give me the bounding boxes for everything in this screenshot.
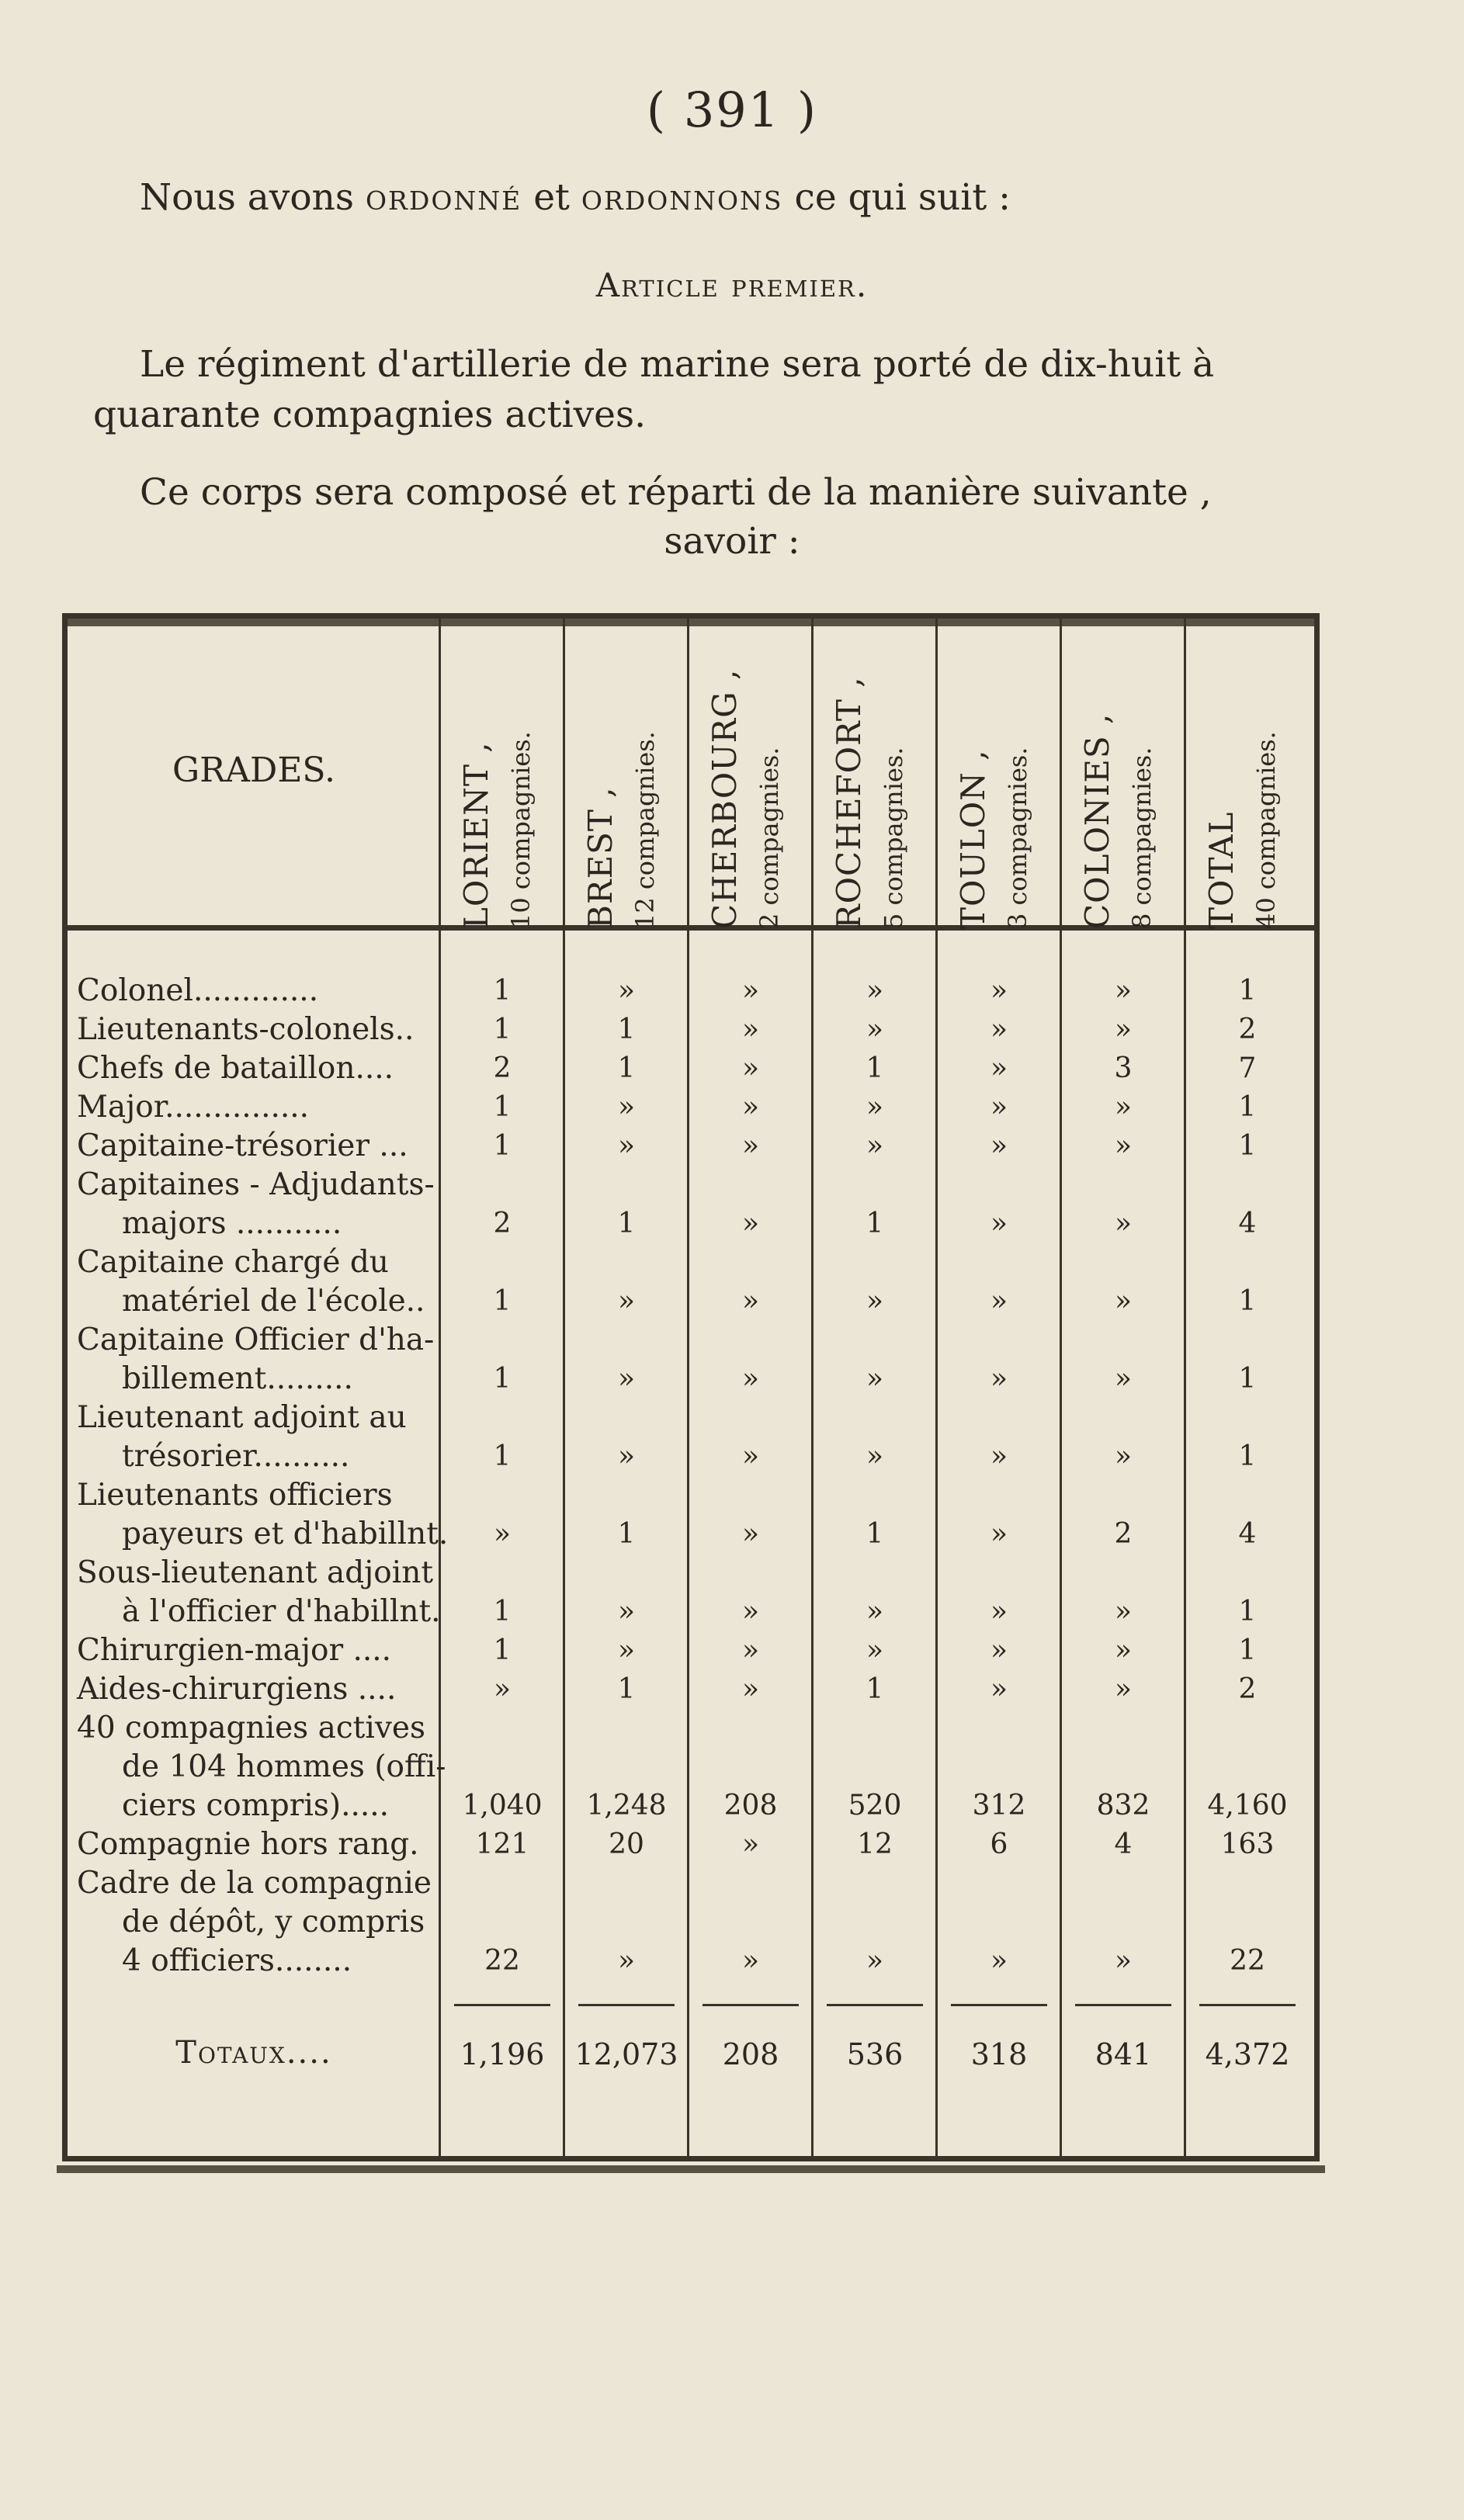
row-label: Sous-lieutenant adjoint bbox=[77, 1555, 434, 1590]
totals-cell: 12,073 bbox=[574, 2037, 678, 2071]
table-cell: » bbox=[617, 1440, 636, 1472]
table-cell: » bbox=[741, 1673, 760, 1705]
row-label: Lieutenant adjoint au bbox=[77, 1400, 407, 1435]
table-cell: » bbox=[617, 1091, 636, 1123]
column-header-subtitle: 2 compagnies. bbox=[755, 747, 784, 929]
table-cell: » bbox=[617, 1596, 636, 1627]
table-cell: » bbox=[741, 1014, 760, 1045]
row-label: de 104 hommes (offi- bbox=[122, 1749, 446, 1784]
intro-text-e: ce qui suit : bbox=[794, 176, 1011, 219]
table-cell: » bbox=[990, 1440, 1008, 1472]
table-cell: » bbox=[866, 1596, 884, 1627]
column-header-subtitle: 10 compagnies. bbox=[506, 731, 536, 929]
table-cell: 1 bbox=[1238, 1440, 1257, 1472]
table-cell: 1 bbox=[493, 1014, 512, 1045]
table-cell: » bbox=[493, 1518, 512, 1550]
table-cell: » bbox=[990, 1052, 1008, 1084]
row-label: Aides-chirurgiens .... bbox=[77, 1672, 397, 1707]
table-cell: 1 bbox=[617, 1014, 636, 1045]
table-cell: » bbox=[1114, 1285, 1133, 1317]
table-cell: » bbox=[866, 1285, 884, 1317]
table-cell: » bbox=[990, 1673, 1008, 1705]
table-bottom-border bbox=[57, 2165, 1325, 2173]
table-cell: » bbox=[1114, 1014, 1133, 1045]
table-cell: » bbox=[617, 1130, 636, 1162]
column-header-name: LORIENT , bbox=[457, 741, 495, 929]
table-cell: » bbox=[866, 975, 884, 1007]
intro-ordonnons: ordonnons bbox=[581, 176, 783, 219]
table-cell: 1 bbox=[866, 1673, 884, 1705]
table-cell: » bbox=[990, 975, 1008, 1007]
row-label: Capitaine Officier d'ha- bbox=[77, 1322, 435, 1357]
table-cell: 1 bbox=[1238, 1091, 1257, 1123]
row-label: payeurs et d'habillnt. bbox=[122, 1517, 449, 1551]
row-label: Compagnie hors rang. bbox=[77, 1827, 419, 1862]
table-cell: » bbox=[990, 1945, 1008, 1977]
table-cell: » bbox=[866, 1945, 884, 1977]
row-label: Chirurgien-major .... bbox=[77, 1633, 392, 1668]
table-cell: 1 bbox=[493, 1285, 512, 1317]
table-cell: 1 bbox=[1238, 1634, 1257, 1666]
table-cell: » bbox=[741, 1945, 760, 1977]
paragraph-2-line-2: savoir : bbox=[664, 520, 800, 563]
table-cell: » bbox=[741, 1596, 760, 1627]
row-label: 40 compagnies actives bbox=[77, 1711, 425, 1745]
table-cell: » bbox=[617, 1634, 636, 1666]
row-label: billement......... bbox=[122, 1361, 353, 1396]
table-cell: » bbox=[1114, 1596, 1133, 1627]
table-cell: » bbox=[1114, 1634, 1133, 1666]
table-cell: 1 bbox=[866, 1518, 884, 1550]
table-cell: » bbox=[741, 1130, 760, 1162]
sum-rule bbox=[454, 2004, 550, 2006]
table-cell: 2 bbox=[493, 1208, 512, 1239]
sum-rule bbox=[951, 2004, 1047, 2006]
table-cell: 1 bbox=[493, 975, 512, 1007]
row-label: Capitaines - Adjudants- bbox=[77, 1167, 435, 1202]
table-cell: » bbox=[741, 1208, 760, 1239]
row-label: ciers compris)..... bbox=[122, 1788, 390, 1823]
totals-cell: 1,196 bbox=[460, 2037, 545, 2071]
table-cell: » bbox=[990, 1091, 1008, 1123]
table-cell: 1 bbox=[493, 1596, 512, 1627]
table-cell: 4 bbox=[1114, 1828, 1133, 1860]
grades-header: GRADES. bbox=[172, 750, 335, 790]
grades-table bbox=[62, 613, 1320, 2161]
table-cell: 832 bbox=[1096, 1790, 1150, 1822]
table-cell: 1 bbox=[1238, 1285, 1257, 1317]
table-cell: 3 bbox=[1114, 1052, 1133, 1084]
table-cell: » bbox=[866, 1634, 884, 1666]
page-number: ( 391 ) bbox=[646, 81, 818, 138]
table-cell: » bbox=[866, 1363, 884, 1395]
column-header-name: BREST , bbox=[581, 786, 619, 929]
table-cell: 520 bbox=[848, 1790, 902, 1822]
row-label: 4 officiers........ bbox=[122, 1943, 352, 1978]
table-cell: » bbox=[990, 1363, 1008, 1395]
table-cell: 1,248 bbox=[586, 1790, 667, 1822]
intro-ordonne: ordonné bbox=[365, 176, 522, 219]
table-cell: 12 bbox=[857, 1828, 893, 1860]
column-header-subtitle: 8 compagnies. bbox=[1127, 747, 1157, 929]
table-cell: 121 bbox=[475, 1828, 529, 1860]
table-cell: 2 bbox=[1114, 1518, 1133, 1550]
sum-rule bbox=[1199, 2004, 1296, 2006]
table-cell: 22 bbox=[484, 1945, 520, 1977]
table-cell: » bbox=[617, 1945, 636, 1977]
totals-cell: 841 bbox=[1095, 2037, 1152, 2071]
sum-rule bbox=[827, 2004, 923, 2006]
table-cell: 2 bbox=[1238, 1673, 1257, 1705]
paragraph-2-line-1: Ce corps sera composé et réparti de la manière suivante , bbox=[140, 471, 1212, 514]
row-label: de dépôt, y compris bbox=[122, 1905, 425, 1939]
table-cell: 2 bbox=[1238, 1014, 1257, 1045]
table-cell: » bbox=[1114, 1440, 1133, 1472]
table-cell: 163 bbox=[1220, 1828, 1275, 1860]
table-cell: 1 bbox=[866, 1052, 884, 1084]
table-cell: » bbox=[990, 1518, 1008, 1550]
table-cell: 1 bbox=[493, 1363, 512, 1395]
table-cell: 1 bbox=[493, 1440, 512, 1472]
intro-text-c: et bbox=[533, 176, 570, 219]
row-label: trésorier.......... bbox=[122, 1439, 350, 1474]
table-cell: » bbox=[741, 975, 760, 1007]
column-header-subtitle: 3 compagnies. bbox=[1003, 747, 1032, 929]
totals-cell: 208 bbox=[722, 2037, 779, 2071]
table-cell: 1 bbox=[617, 1673, 636, 1705]
table-cell: » bbox=[1114, 1130, 1133, 1162]
table-cell: 1 bbox=[617, 1518, 636, 1550]
table-cell: 1 bbox=[493, 1130, 512, 1162]
table-cell: » bbox=[990, 1014, 1008, 1045]
table-cell: » bbox=[741, 1052, 760, 1084]
table-cell: 1 bbox=[617, 1052, 636, 1084]
row-label: Chefs de bataillon.... bbox=[77, 1051, 394, 1086]
table-cell: 6 bbox=[990, 1828, 1008, 1860]
column-header-name: TOULON , bbox=[954, 749, 992, 929]
table-cell: 22 bbox=[1230, 1945, 1265, 1977]
row-label: Major............... bbox=[77, 1090, 310, 1125]
table-cell: » bbox=[617, 1285, 636, 1317]
table-cell: » bbox=[741, 1285, 760, 1317]
paragraph-1-line-1: Le régiment d'artillerie de marine sera porté de dix-huit à bbox=[140, 343, 1215, 386]
column-header-subtitle: 12 compagnies. bbox=[630, 731, 660, 929]
table-cell: » bbox=[1114, 1208, 1133, 1239]
column-header-name: TOTAL bbox=[1202, 811, 1240, 929]
table-cell: 1 bbox=[1238, 975, 1257, 1007]
table-cell: » bbox=[741, 1634, 760, 1666]
row-label: Colonel............. bbox=[77, 973, 319, 1008]
table-cell: » bbox=[990, 1596, 1008, 1627]
table-cell: 1 bbox=[493, 1091, 512, 1123]
totals-cell: 536 bbox=[846, 2037, 904, 2071]
column-header-name: COLONIES , bbox=[1078, 712, 1116, 929]
paragraph-1-line-2: quarante compagnies actives. bbox=[93, 393, 647, 436]
table-cell: » bbox=[1114, 1673, 1133, 1705]
table-cell: » bbox=[866, 1130, 884, 1162]
table-cell: 1 bbox=[493, 1634, 512, 1666]
sum-rule bbox=[578, 2004, 675, 2006]
table-cell: » bbox=[741, 1091, 760, 1123]
table-cell: 1,040 bbox=[462, 1790, 543, 1822]
table-cell: » bbox=[866, 1440, 884, 1472]
column-header-subtitle: 5 compagnies. bbox=[879, 747, 908, 929]
table-cell: » bbox=[990, 1130, 1008, 1162]
row-label: à l'officier d'habillnt. bbox=[122, 1594, 441, 1629]
table-cell: 1 bbox=[1238, 1596, 1257, 1627]
totals-label: Totaux.... bbox=[175, 2035, 332, 2071]
row-label: Capitaine chargé du bbox=[77, 1245, 389, 1280]
table-cell: » bbox=[617, 1363, 636, 1395]
table-cell: » bbox=[741, 1363, 760, 1395]
row-label: Cadre de la compagnie bbox=[77, 1866, 432, 1901]
table-cell: » bbox=[1114, 975, 1133, 1007]
table-cell: » bbox=[990, 1208, 1008, 1239]
intro-text-a: Nous avons bbox=[140, 176, 355, 219]
table-cell: 1 bbox=[866, 1208, 884, 1239]
table-cell: » bbox=[1114, 1363, 1133, 1395]
table-cell: » bbox=[1114, 1945, 1133, 1977]
table-cell: » bbox=[741, 1440, 760, 1472]
row-label: Lieutenants-colonels.. bbox=[77, 1012, 415, 1047]
table-cell: » bbox=[866, 1091, 884, 1123]
sum-rule bbox=[703, 2004, 799, 2006]
totals-cell: 318 bbox=[970, 2037, 1028, 2071]
table-cell: » bbox=[617, 975, 636, 1007]
totals-cell: 4,372 bbox=[1205, 2037, 1290, 2071]
table-cell: 20 bbox=[609, 1828, 644, 1860]
sum-rule bbox=[1075, 2004, 1171, 2006]
column-header-subtitle: 40 compagnies. bbox=[1251, 731, 1281, 929]
table-cell: » bbox=[1114, 1091, 1133, 1123]
table-cell: 4 bbox=[1238, 1518, 1257, 1550]
column-header-name: ROCHEFORT , bbox=[830, 676, 868, 929]
table-cell: 4,160 bbox=[1207, 1790, 1288, 1822]
table-cell: 2 bbox=[493, 1052, 512, 1084]
table-cell: 7 bbox=[1238, 1052, 1257, 1084]
table-cell: 208 bbox=[723, 1790, 778, 1822]
column-header-name: CHERBOURG , bbox=[706, 668, 744, 929]
table-cell: » bbox=[741, 1828, 760, 1860]
table-cell: 4 bbox=[1238, 1208, 1257, 1239]
row-label: Capitaine-trésorier ... bbox=[77, 1128, 408, 1163]
table-cell: » bbox=[990, 1285, 1008, 1317]
row-label: Lieutenants officiers bbox=[77, 1478, 393, 1513]
table-cell: 312 bbox=[972, 1790, 1026, 1822]
table-cell: 1 bbox=[1238, 1130, 1257, 1162]
table-cell: 1 bbox=[617, 1208, 636, 1239]
article-title: Article premier. bbox=[595, 266, 869, 304]
table-cell: » bbox=[866, 1014, 884, 1045]
intro-line bbox=[140, 175, 1011, 221]
row-label: majors ........... bbox=[122, 1206, 342, 1241]
table-cell: » bbox=[493, 1673, 512, 1705]
table-cell: » bbox=[741, 1518, 760, 1550]
table-top-border bbox=[68, 619, 1314, 626]
table-cell: » bbox=[990, 1634, 1008, 1666]
table-cell: 1 bbox=[1238, 1363, 1257, 1395]
row-label: matériel de l'école.. bbox=[122, 1284, 425, 1319]
